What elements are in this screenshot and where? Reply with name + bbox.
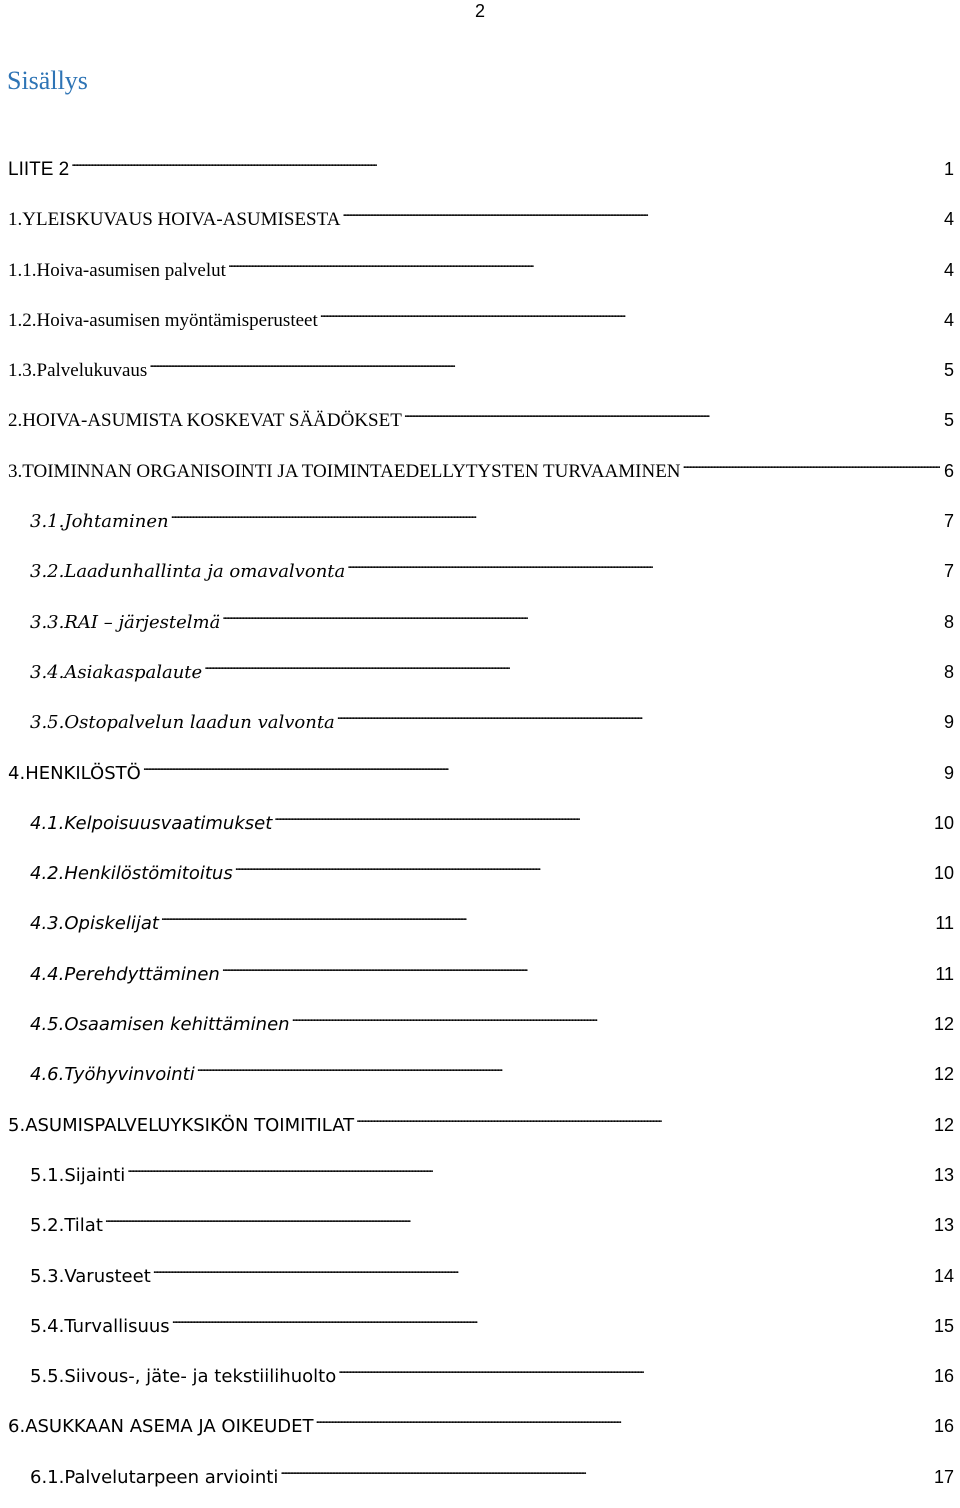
toc-entry-page: 4 (943, 209, 954, 230)
toc-entry-number: 5.4. (30, 1315, 65, 1337)
toc-entry-number: 2. (8, 410, 23, 432)
toc-entry-number: 1. (8, 209, 23, 231)
toc-dot-leader (292, 1005, 930, 1030)
toc-entry[interactable] (0, 150, 960, 180)
toc-entry-number: 1.1. (8, 259, 37, 281)
toc-dot-leader (315, 1407, 930, 1432)
toc-entry-page: 8 (943, 611, 954, 632)
toc-entry-title: Laadunhallinta ja omavalvonta (64, 561, 346, 583)
toc-entry-number: 5. (8, 1114, 26, 1136)
toc-entry-page: 7 (943, 511, 954, 532)
toc-dot-leader (204, 653, 940, 678)
toc-entry-number: 4.1. (30, 812, 65, 834)
toc-dot-leader (342, 200, 940, 225)
toc-entry[interactable] (0, 552, 960, 583)
toc-entry[interactable] (0, 1307, 960, 1337)
toc-entry-title: Varusteet (64, 1265, 151, 1287)
toc-entry-title: Sijainti (64, 1164, 126, 1186)
toc-entry[interactable] (0, 955, 960, 985)
toc-entry[interactable] (0, 452, 960, 482)
toc-entry-page: 9 (943, 712, 954, 733)
toc-entry[interactable] (0, 653, 960, 683)
toc-entry-title: Tilat (64, 1215, 103, 1237)
toc-dot-leader (171, 502, 940, 527)
toc-entry[interactable] (0, 703, 960, 734)
toc-entry-page: 12 (933, 1064, 954, 1085)
toc-entry-title: Siivous-, jäte- ja tekstiilihuolto (64, 1366, 337, 1388)
toc-entry-number: 3.5. (30, 712, 65, 734)
toc-entry-title: Johtaminen (64, 511, 169, 533)
toc-entry-page: 5 (943, 360, 954, 381)
page-number: 2 (474, 1, 485, 21)
toc-entry-page: 1 (943, 159, 954, 179)
toc-dot-leader (197, 1055, 930, 1080)
toc-entry[interactable] (0, 804, 960, 834)
toc-entry[interactable] (0, 904, 960, 935)
toc-entry-title: Turvallisuus (64, 1315, 170, 1337)
toc-entry[interactable] (0, 1005, 960, 1036)
toc-dot-leader (274, 804, 930, 829)
toc-entry-title: RAI – järjestelmä (64, 611, 221, 633)
toc-entry-number: 6.1. (30, 1466, 65, 1488)
toc-entry-page: 8 (943, 661, 954, 682)
toc-entry[interactable] (0, 754, 960, 784)
toc-entry-number: 5.1. (30, 1164, 65, 1186)
toc-dot-leader (320, 301, 940, 326)
toc-dot-leader (153, 1257, 930, 1282)
toc-entry[interactable] (0, 251, 960, 281)
toc-entry-title: HOIVA-ASUMISTA KOSKEVAT SÄÄDÖKSET (22, 410, 402, 432)
toc-entry[interactable] (0, 1206, 960, 1237)
toc-entry[interactable] (0, 854, 960, 885)
toc-entry-title: Perehdyttäminen (64, 963, 220, 985)
toc-entry-title: ASUKKAAN ASEMA JA OIKEUDET (25, 1416, 314, 1438)
toc-entry-number: 4.6. (30, 1064, 65, 1086)
toc-entry-number: 4.3. (30, 913, 65, 935)
toc-entry-title: Kelpoisuusvaatimukset (64, 812, 273, 834)
toc-dot-leader (172, 1307, 930, 1332)
toc-entry[interactable] (0, 502, 960, 533)
toc-entry-number: 4.4. (30, 963, 65, 985)
toc-entry-title: ASUMISPALVELUYKSIKÖN TOIMITILAT (25, 1114, 355, 1136)
toc-entry-title: YLEISKUVAUS HOIVA-ASUMISESTA (22, 209, 341, 231)
toc-entry-number: 5.5. (30, 1366, 65, 1388)
toc-entry[interactable] (0, 301, 960, 331)
toc-entry-page: 13 (933, 1164, 954, 1185)
toc-entry[interactable] (0, 1156, 960, 1186)
toc-dot-leader (161, 904, 931, 929)
toc-dot-leader (356, 1106, 930, 1131)
toc-entry-number: 1.3. (8, 360, 37, 382)
toc-entry-page: 10 (933, 812, 954, 833)
toc-entry-page: 16 (933, 1416, 954, 1437)
toc-entry-page: 12 (933, 1114, 954, 1135)
toc-entry[interactable] (0, 1257, 960, 1287)
toc-entry-title: Palvelutarpeen arviointi (64, 1466, 279, 1488)
toc-entry-title: Hoiva-asumisen palvelut (36, 259, 226, 281)
toc-entry-number: LIITE 2 (8, 159, 70, 180)
toc-entry-page: 12 (933, 1014, 954, 1035)
toc-dot-leader (228, 251, 940, 276)
toc-entry-title: Henkilöstömitoitus (64, 863, 233, 885)
toc-dot-leader (235, 854, 930, 879)
toc-dot-leader (683, 452, 940, 477)
toc-entry[interactable] (0, 401, 960, 432)
toc-entry-number: 3.1. (30, 511, 65, 533)
toc-dot-leader (280, 1458, 930, 1483)
toc-dot-leader (143, 754, 940, 779)
toc-entry[interactable] (0, 1357, 960, 1388)
toc-dot-leader (338, 1357, 930, 1382)
toc-heading: Sisällys (7, 66, 88, 95)
toc-entry-number: 4. (8, 762, 26, 784)
toc-dot-leader (222, 955, 931, 980)
toc-entry-number: 4.5. (30, 1014, 65, 1036)
toc-entry-number: 3.2. (30, 561, 65, 583)
toc-entry-title: Ostopalvelun laadun valvonta (64, 712, 335, 734)
toc-dot-leader (71, 150, 940, 175)
toc-dot-leader (337, 703, 940, 728)
toc-entry-page: 4 (943, 309, 954, 330)
toc-entry[interactable] (0, 1055, 960, 1086)
toc-dot-leader (149, 351, 940, 376)
toc-entry[interactable] (0, 603, 960, 633)
toc-entry[interactable] (0, 200, 960, 231)
toc-entry-number: 5.2. (30, 1215, 65, 1237)
toc-entry-title: Työhyvinvointi (64, 1064, 195, 1086)
toc-entry-page: 9 (943, 762, 954, 783)
toc-entry-page: 13 (933, 1215, 954, 1236)
toc-entry-number: 3. (8, 460, 23, 482)
toc-entry-number: 6. (8, 1416, 26, 1438)
toc-entry[interactable] (0, 351, 960, 382)
toc-entry-page: 5 (943, 410, 954, 431)
toc-entry-number: 4.2. (30, 863, 65, 885)
toc-dot-leader (347, 552, 940, 577)
toc-entry-title: TOIMINNAN ORGANISOINTI JA TOIMINTAEDELLYTYSTEN TURVAAMINEN (22, 460, 681, 482)
toc-entry-number: 5.3. (30, 1265, 65, 1287)
toc-entry-title: HENKILÖSTÖ (25, 762, 141, 784)
toc-entry-page: 16 (933, 1366, 954, 1387)
toc-entry[interactable] (0, 1106, 960, 1136)
toc-entry-page: 4 (943, 259, 954, 280)
toc-entry-page: 14 (933, 1265, 954, 1286)
toc-entry-title: Palvelukuvaus (36, 360, 148, 382)
toc-entry-title: Osaamisen kehittäminen (64, 1014, 290, 1036)
toc-entry-number: 1.2. (8, 309, 37, 331)
toc-entry[interactable] (0, 1458, 960, 1488)
toc-entry-page: 15 (933, 1315, 954, 1336)
toc-entry-title: Asiakaspalaute (64, 661, 203, 683)
toc-entry-title: Opiskelijat (64, 913, 159, 935)
toc-entry-page: 11 (935, 963, 954, 984)
toc-entry-page: 11 (935, 913, 954, 934)
toc-entry-title: Hoiva-asumisen myöntämisperusteet (36, 309, 318, 331)
toc-entry[interactable] (0, 1407, 960, 1438)
table-of-contents (0, 150, 960, 1508)
toc-dot-leader (105, 1206, 930, 1231)
toc-entry-page: 10 (933, 863, 954, 884)
toc-entry-page: 6 (943, 460, 954, 481)
toc-entry-page: 7 (943, 561, 954, 582)
toc-dot-leader (222, 603, 940, 628)
toc-dot-leader (404, 401, 940, 426)
toc-entry-page: 17 (933, 1466, 954, 1487)
toc-dot-leader (127, 1156, 930, 1181)
toc-entry-number: 3.3. (30, 611, 65, 633)
toc-entry-number: 3.4. (30, 661, 65, 683)
